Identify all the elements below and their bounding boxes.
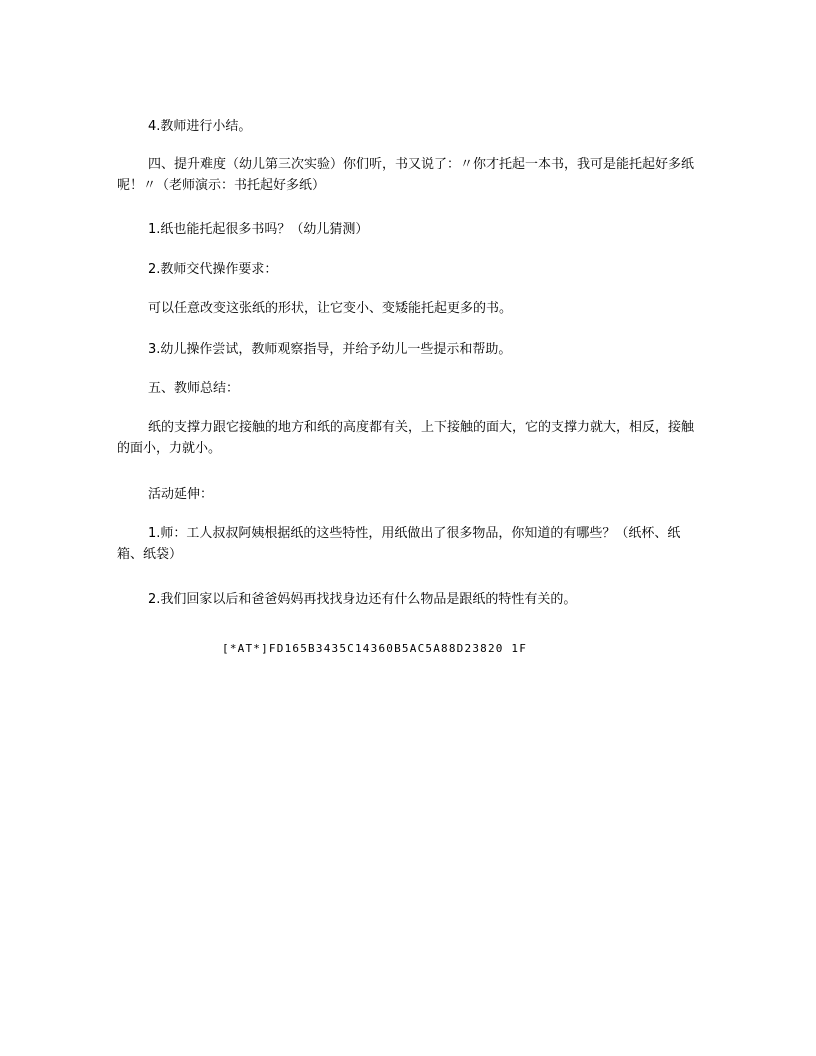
paragraph-requirements-detail: 可以任意改变这张纸的形状，让它变小、变矮能托起更多的书。 [148,301,513,316]
paragraph-try-step: 3.幼儿操作尝试，教师观察指导，并给予幼儿一些提示和帮助。 [148,342,512,357]
paragraph-extension-heading: 活动延伸： [148,487,214,502]
paragraph-summary-step: 4.教师进行小结。 [148,119,252,134]
paragraph-guess-step: 1.纸也能托起很多书吗？（幼儿猜测） [148,222,369,237]
paragraph-requirements-step: 2.教师交代操作要求： [148,262,278,277]
paragraph-section-four: 四、提升难度（幼儿第三次实验）你们听，书又说了：〃你才托起一本书，我可是能托起好多纸呢！〃（老师演示：书托起好多纸） [117,157,695,193]
paragraph-extension-one: 1.师：工人叔叔阿姨根据纸的这些特性，用纸做出了很多物品，你知道的有哪些？（纸杯、纸箱、纸袋） [117,526,681,562]
footer-code: [*AT*]FD165B3435C14360B5AC5A88D23820 1F [222,642,528,655]
paragraph-extension-two: 2.我们回家以后和爸爸妈妈再找找身边还有什么物品是跟纸的特性有关的。 [148,592,577,607]
paragraph-section-five: 五、教师总结： [148,381,240,396]
paragraph-conclusion: 纸的支撑力跟它接触的地方和纸的高度都有关，上下接触的面大，它的支撑力就大，相反，接触的面小，力就小。 [117,420,695,456]
